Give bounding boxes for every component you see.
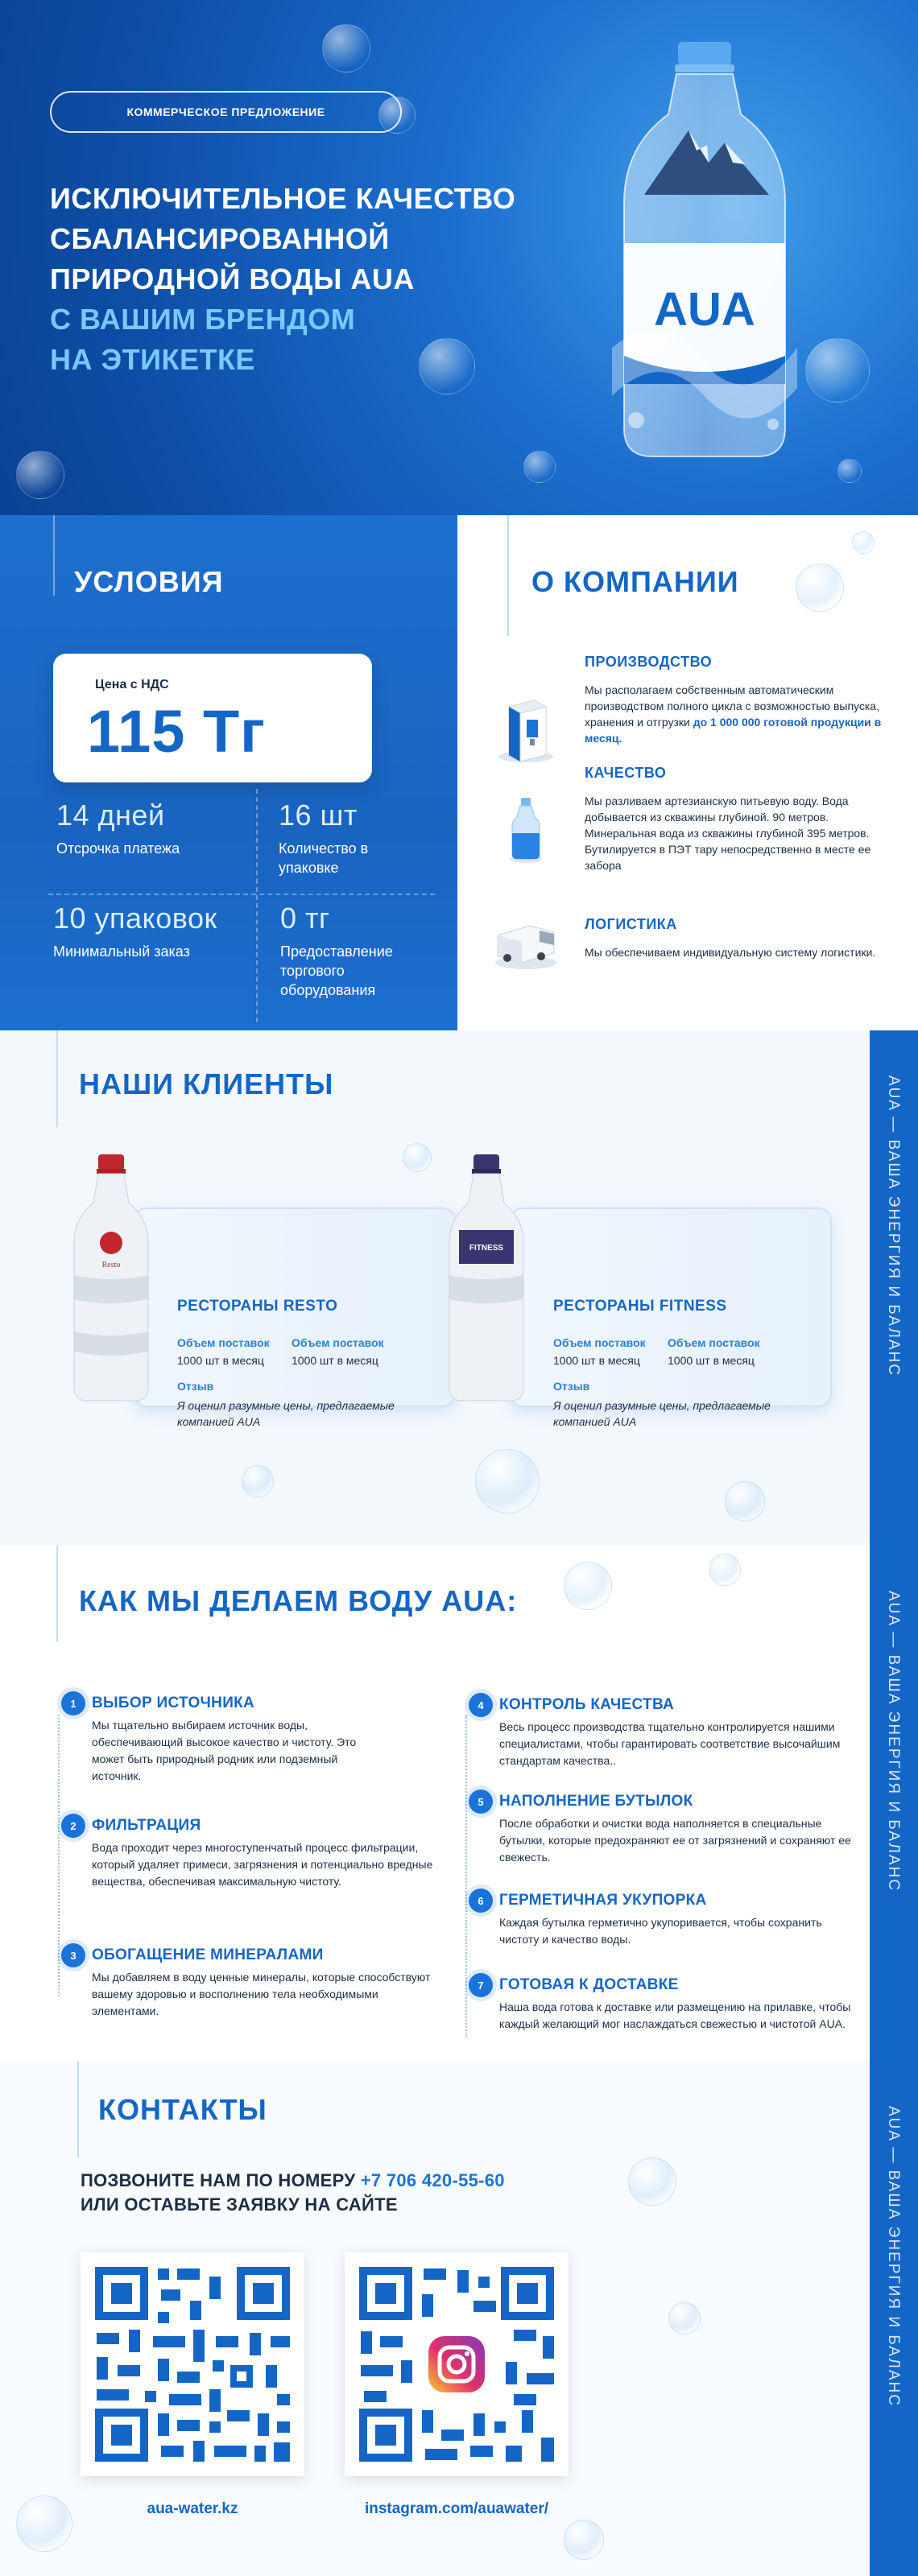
- process-step-7: [478, 1976, 854, 2033]
- stat-pack-quantity: [279, 799, 432, 877]
- bubble-decor: [628, 2157, 676, 2206]
- side-strip: [870, 1030, 918, 1546]
- process-step-3: [70, 1946, 446, 2020]
- divider: [48, 894, 435, 895]
- step-title: ОБОГАЩЕНИЕ МИНЕРАЛАМИ: [92, 1946, 324, 1963]
- stat-value: 0 тг: [280, 902, 330, 935]
- client-card-resto: [134, 1208, 456, 1428]
- website-qr-card[interactable]: [81, 2252, 304, 2476]
- about-item-title: ПРОИЗВОДСТВО: [585, 654, 713, 670]
- clients-title: НАШИ КЛИЕНТЫ: [79, 1067, 334, 1100]
- step-number: 6: [469, 1889, 493, 1913]
- stat-value: 16 шт: [279, 799, 358, 832]
- step-number: 2: [61, 1814, 85, 1838]
- client-review-label: Отзыв: [177, 1380, 214, 1393]
- bubble-decor: [709, 1554, 741, 1586]
- hero-highlight-line: НА ЭТИКЕТКЕ: [50, 343, 255, 376]
- water-bottle-icon: [490, 793, 562, 865]
- bubble-decor: [796, 564, 844, 612]
- bottle-logo: AUA: [654, 283, 755, 336]
- bubble-decor: [242, 1465, 274, 1497]
- side-strip: [870, 2061, 918, 2576]
- conditions-title: УСЛОВИЯ: [74, 565, 224, 598]
- call-to-action: ПОЗВОНИТЕ НАМ ПО НОМЕРУ +7 706 420-55-60 ИЛИ ОСТАВЬТЕ ЗАЯВКУ НА САЙТЕ: [81, 2170, 505, 2215]
- slogan-text: AUA — ВАША ЭНЕРГИЯ И БАЛАНС: [885, 1591, 902, 1892]
- bubble-decor: [16, 2496, 72, 2552]
- bubble-decor: [837, 459, 862, 483]
- step-text: Мы тщательно выбираем источник воды, обеспечивающий высокое качество и чистоту. Это может быть природный родник или подземный источник.: [92, 1719, 357, 1782]
- step-number: 1: [61, 1691, 85, 1715]
- instagram-icon: [428, 2336, 485, 2392]
- hero-title-line: ИСКЛЮЧИТЕЛЬНОЕ КАЧЕСТВО: [50, 182, 516, 215]
- contacts-section: [0, 2061, 870, 2576]
- step-number: 7: [469, 1973, 493, 1997]
- client-volume: Объем поставок 1000 шт в месяц: [292, 1336, 384, 1367]
- qr-code-icon: [81, 2252, 304, 2476]
- about-item-logistics: [585, 916, 891, 960]
- about-item-title: ЛОГИСТИКА: [585, 916, 677, 932]
- process-step-2: [70, 1817, 446, 1890]
- instagram-caption[interactable]: instagram.com/auawater/: [364, 2500, 549, 2517]
- client-review-label: Отзыв: [553, 1380, 590, 1393]
- price-label: Цена с НДС: [95, 678, 169, 691]
- instagram-qr-card[interactable]: [345, 2252, 569, 2476]
- hero-title-line: ПРИРОДНОЙ ВОДЫ AUA: [50, 262, 415, 295]
- client-volume: Объем поставок 1000 шт в месяц: [553, 1336, 646, 1367]
- step-text: Мы добавляем в воду ценные минералы, которые способствуют вашему здоровью и восполнению тела необходимыми элементами.: [92, 1971, 431, 2017]
- delivery-van-icon: [490, 903, 562, 976]
- client-title: РЕСТОРАНЫ FITNESS: [553, 1298, 727, 1315]
- bottle-label: FITNESS: [469, 1244, 504, 1253]
- step-title: ГОТОВАЯ К ДОСТАВКЕ: [499, 1976, 679, 1993]
- bubble-decor: [725, 1481, 765, 1521]
- client-volume: Объем поставок 1000 шт в месяц: [668, 1336, 760, 1367]
- step-number: 5: [469, 1790, 493, 1814]
- phone-link[interactable]: +7 706 420-55-60: [360, 2170, 505, 2190]
- hero-section: [0, 0, 918, 515]
- commercial-offer-pill: КОММЕРЧЕСКОЕ ПРЕДЛОЖЕНИЕ: [50, 91, 402, 133]
- hero-highlight-line: С ВАШИМ БРЕНДОМ: [50, 303, 356, 336]
- slogan-text: AUA — ВАША ЭНЕРГИЯ И БАЛАНС: [885, 1075, 902, 1377]
- stat-label: Количество в упаковке: [279, 840, 369, 876]
- bubble-decor: [805, 338, 870, 402]
- fitness-bottle-image: [446, 1154, 527, 1404]
- client-review-text: Я оценил разумные цены, предлагаемые компанией AUA: [553, 1399, 771, 1428]
- bubble-decor: [668, 2302, 701, 2334]
- about-item-quality: [585, 765, 891, 873]
- hero-title: [50, 179, 614, 380]
- hero-title-line: СБАЛАНСИРОВАННОЙ: [50, 222, 390, 255]
- bubble-decor: [475, 1449, 540, 1513]
- price-card: [53, 654, 372, 782]
- conditions-section: [0, 515, 457, 1030]
- bottle-label: Resto: [101, 1261, 121, 1269]
- contacts-title: КОНТАКТЫ: [98, 2093, 267, 2126]
- step-title: НАПОЛНЕНИЕ БУТЫЛОК: [499, 1793, 693, 1810]
- stat-label: Минимальный заказ: [53, 943, 190, 960]
- step-title: ВЫБОР ИСТОЧНИКА: [92, 1695, 255, 1711]
- water-dispenser-icon: [490, 692, 562, 765]
- stat-min-order: [53, 902, 254, 961]
- bubble-decor: [403, 1143, 432, 1172]
- step-title: ФИЛЬТРАЦИЯ: [92, 1817, 201, 1834]
- stat-equipment: [280, 902, 441, 1000]
- step-text: Наша вода готова к доставке или размещению на прилавке, чтобы каждый желающий мог наслаждаться свежестью и чистотой AUA.: [499, 2000, 851, 2030]
- stat-payment-delay: [56, 799, 250, 858]
- resto-bottle-image: [71, 1154, 151, 1404]
- bubble-decor: [564, 2520, 604, 2560]
- about-item-title: КАЧЕСТВО: [585, 765, 667, 781]
- step-text: После обработки и очистки вода наполняется в специальные бутылки, которые предохраняют ее от загрязнений и сохраняют ее свежесть.: [499, 1817, 851, 1864]
- bubble-decor: [16, 451, 64, 499]
- slogan-text: AUA — ВАША ЭНЕРГИЯ И БАЛАНС: [885, 2106, 902, 2407]
- about-section: [457, 515, 918, 1030]
- step-text: Каждая бутылка герметично укупоривается, чтобы сохранить чистоту и качество воды.: [499, 1916, 822, 1946]
- about-item-highlight: до 1 000 000 готовой продукции в месяц.: [585, 716, 882, 745]
- about-item-text: Мы обеспечиваем индивидуальную систему логистики.: [585, 946, 876, 959]
- about-item-text: Мы разливаем артезианскую питьевую воду. Вода добывается из скважины глубиной. 90 метров. Минеральная вода из скважины глубиной 395 метров. Бутилируется в ПЭТ тару непосредственно в месте ее забора: [585, 795, 871, 872]
- step-title: КОНТРОЛЬ КАЧЕСТВА: [499, 1696, 675, 1713]
- about-title: О КОМПАНИИ: [531, 565, 739, 598]
- client-card-fitness: [510, 1208, 832, 1428]
- about-item-text: Мы располагаем собственным автоматическим производством полного цикла с возможностью выпуска, хранения и отгрузки до 1 000 000 готовой продукции в месяц.: [585, 683, 882, 745]
- client-review-text: Я оценил разумные цены, предлагаемые компанией AUA: [177, 1399, 395, 1428]
- stat-label: Отсрочка платежа: [56, 840, 180, 857]
- client-volume: Объем поставок 1000 шт в месяц: [177, 1336, 270, 1367]
- bubble-decor: [523, 451, 556, 483]
- website-caption[interactable]: aua-water.kz: [147, 2500, 238, 2517]
- client-title: РЕСТОРАНЫ RESTO: [177, 1298, 338, 1315]
- bubble-decor: [322, 24, 370, 72]
- price-value: 115 Тг: [87, 698, 266, 765]
- about-item-production: [585, 654, 891, 746]
- bubble-decor: [564, 1562, 612, 1610]
- clients-section: [0, 1030, 870, 1546]
- bubble-decor: [852, 531, 875, 554]
- step-number: 4: [469, 1693, 493, 1717]
- process-title: КАК МЫ ДЕЛАЕМ ВОДУ AUA:: [79, 1584, 518, 1617]
- side-strip: [870, 1546, 918, 2061]
- water-bottle-hero-image: [612, 42, 797, 460]
- qr-code-icon: [345, 2252, 569, 2476]
- step-title: ГЕРМЕТИЧНАЯ УКУПОРКА: [499, 1892, 707, 1909]
- stat-value: 10 упаковок: [53, 902, 217, 935]
- step-text: Весь процесс производства тщательно контролируется нашими специалистами, чтобы гарантировать соответствие высочайшим стандартам качества..: [499, 1720, 841, 1767]
- process-step-1: [70, 1695, 446, 1785]
- stat-label: Предоставление торгового оборудования: [280, 943, 393, 998]
- step-number: 3: [61, 1943, 85, 1967]
- step-text: Вода проходит через многоступенчатый процесс фильтрации, который удаляет примеси, загрязнения и потенциально вредные вещества, обеспечивая максимальную чистоту.: [92, 1841, 433, 1888]
- divider: [256, 789, 258, 1022]
- process-section: [0, 1546, 870, 2061]
- process-step-4: [478, 1696, 854, 1769]
- stat-value: 14 дней: [56, 799, 165, 832]
- process-step-6: [478, 1892, 854, 1948]
- process-step-5: [478, 1793, 854, 1866]
